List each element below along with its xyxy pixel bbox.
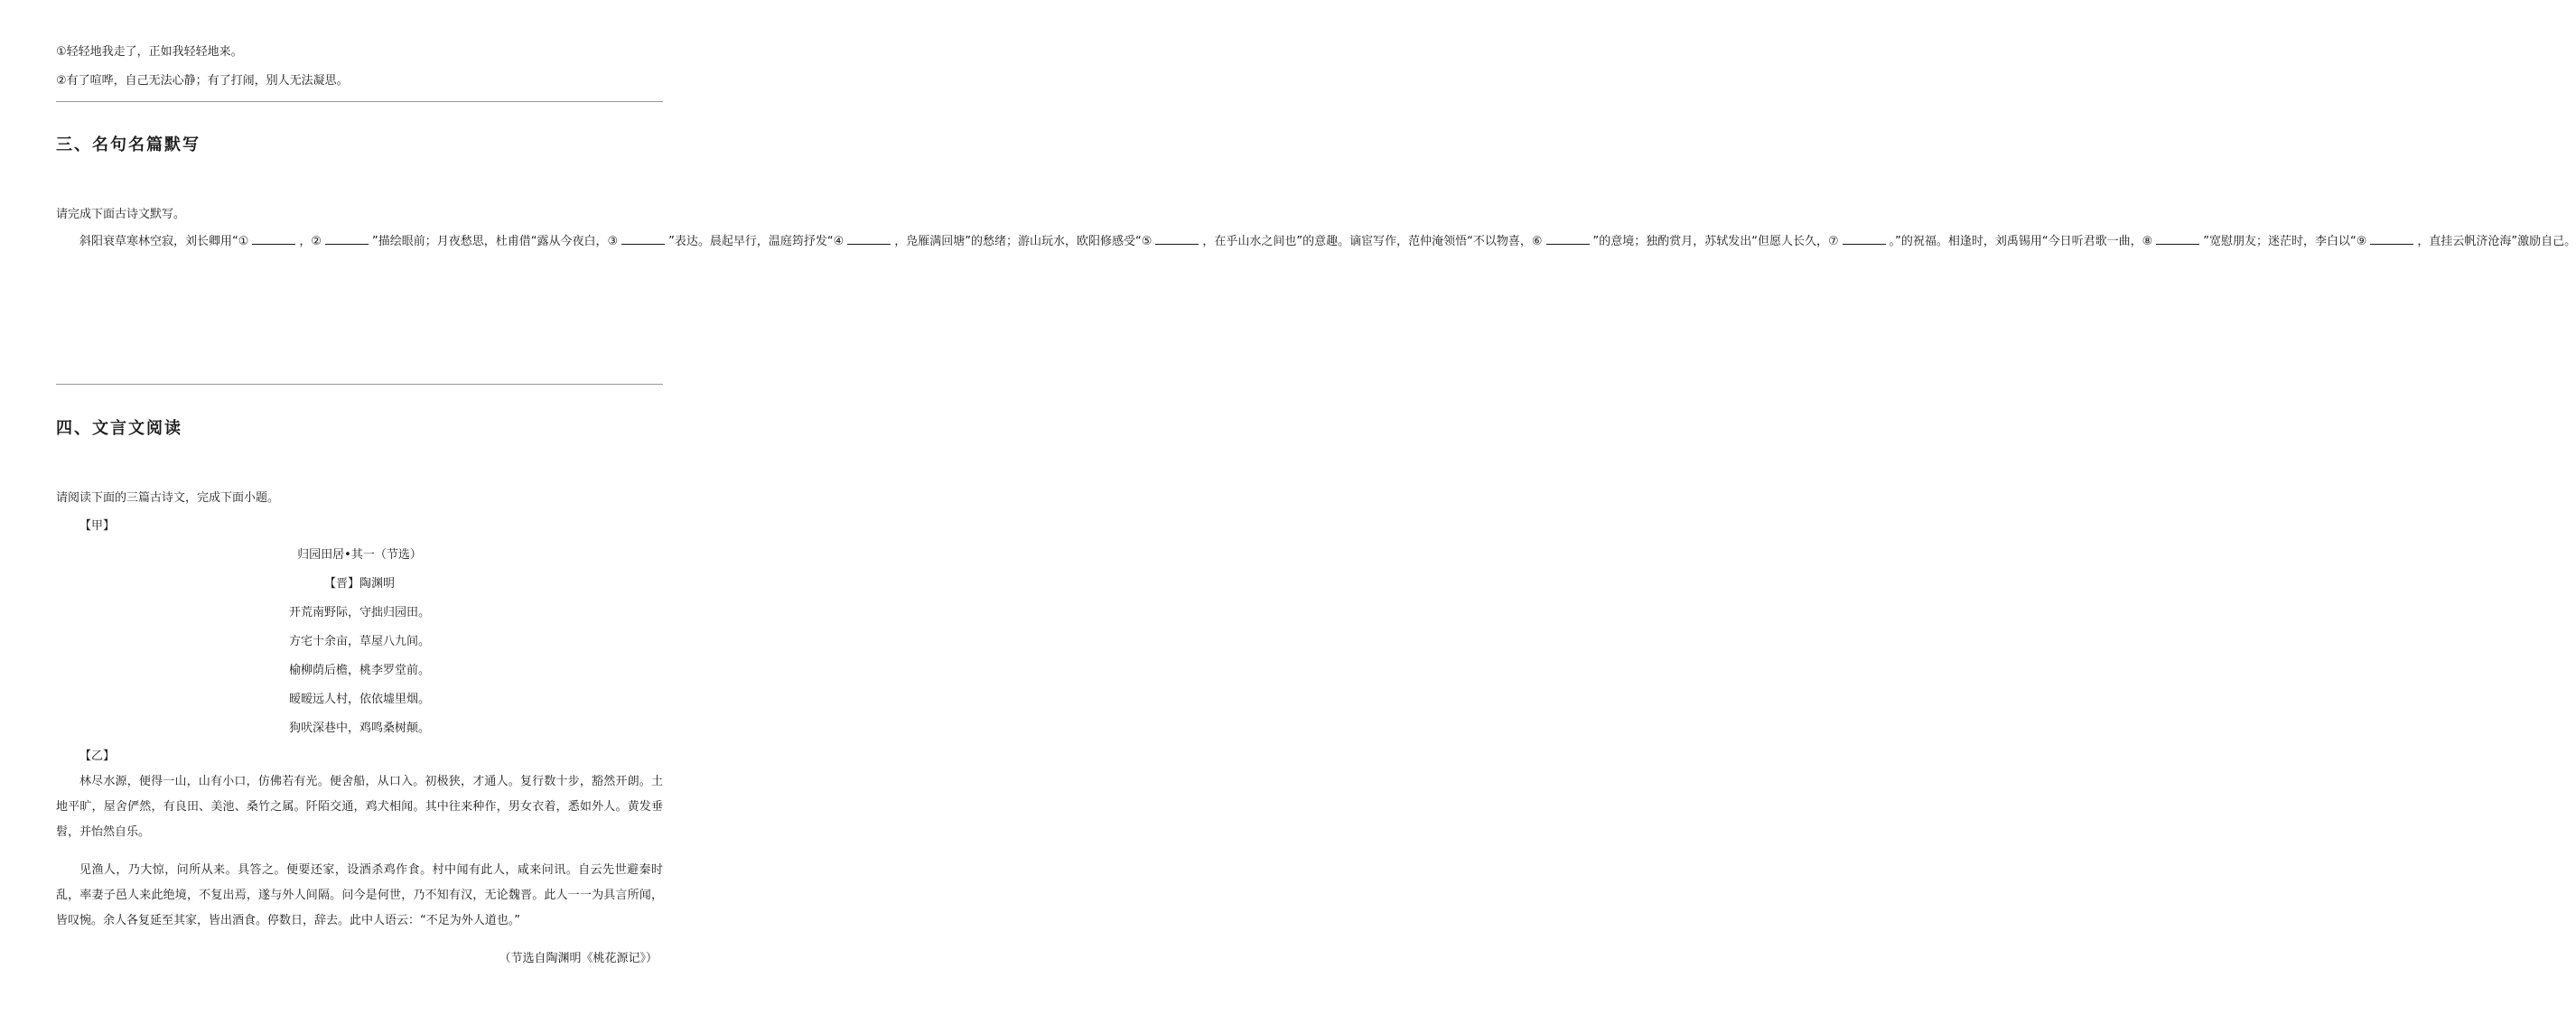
poem-title: 归园田居•其一（节选） — [297, 548, 422, 562]
dictation-text: ，凫雁满回塘”的愁绪；游山玩水，欧阳修感受“⑤ — [894, 235, 1153, 248]
dictation-text: 斜阳衰草寒林空寂，刘长卿用“① — [79, 235, 249, 248]
poem-line: 方宅十余亩，草屋八九间。 — [288, 635, 430, 648]
blank-8[interactable] — [2156, 234, 2199, 245]
section-4-instruction: 请阅读下面的三篇古诗文，完成下面小题。 — [56, 491, 280, 505]
blank-1[interactable] — [252, 234, 295, 245]
text-label-jia: 【甲】 — [79, 519, 116, 533]
source-citation: （节选自陶渊明《桃花源记》） — [499, 952, 658, 965]
blank-5[interactable] — [1155, 234, 1199, 245]
section-divider — [56, 384, 663, 385]
dictation-text: ，在乎山水之间也”的意趣。谪宦写作，范仲淹领悟“不以物喜，⑥ — [1202, 235, 1543, 248]
dictation-paragraph — [56, 229, 2576, 255]
prose-paragraph-2: 见渔人，乃大惊，问所从来。具答之。便要还家，设酒杀鸡作食。村中闻有此人，咸来问讯。自云先世避秦时乱，率妻子邑人来此绝境，不复出焉，遂与外人间隔。问今是何世，乃不知有汉，无论魏晋。此人一一为具言所闻，皆叹惋。余人各复延至其家，皆出酒食。停数日，辞去。此中人语云：“不足为外人道也。” — [56, 863, 663, 927]
blank-6[interactable] — [1546, 234, 1590, 245]
poem-line: 暧暧远人村，依依墟里烟。 — [288, 693, 430, 706]
text-label-yi: 【乙】 — [79, 750, 116, 763]
dictation-text: ”的意境；独酌赏月，苏轼发出“但愿人长久，⑦ — [1592, 235, 1839, 248]
dictation-text: 。”的祝福。相逢时，刘禹锡用“今日听君歌一曲，⑧ — [1889, 235, 2153, 248]
poem-author: 【晋】陶渊明 — [323, 577, 395, 591]
answer-line-1: ①轻轻地我走了，正如我轻轻地来。 — [56, 45, 243, 59]
blank-7[interactable] — [1843, 234, 1886, 245]
blank-3[interactable] — [621, 234, 665, 245]
blank-4[interactable] — [847, 234, 891, 245]
answer-line-2: ②有了喧哗，自己无法心静；有了打闹，别人无法凝思。 — [56, 74, 349, 88]
dictation-text: ，直挂云帆济沧海”激励自己。 — [2417, 235, 2576, 248]
section-3-instruction: 请完成下面古诗文默写。 — [56, 208, 186, 221]
poem-line: 开荒南野际，守拙归园田。 — [288, 606, 430, 619]
dictation-text: ，② — [299, 235, 322, 248]
section-divider — [56, 101, 663, 102]
dictation-text: ”表达。晨起早行，温庭筠抒发“④ — [668, 235, 845, 248]
section-4-heading: 四、文言文阅读 — [56, 419, 182, 438]
prose-paragraph-1: 林尽水源，便得一山，山有小口，仿佛若有光。便舍船，从口入。初极狭，才通人。复行数十步，豁然开朗。土地平旷，屋舍俨然，有良田、美池、桑竹之属。阡陌交通，鸡犬相闻。其中往来种作，男女衣着，悉如外人。黄发垂髫，并怡然自乐。 — [56, 775, 663, 839]
blank-9[interactable] — [2370, 234, 2413, 245]
poem-line: 榆柳荫后檐，桃李罗堂前。 — [288, 664, 430, 677]
section-3-heading: 三、名句名篇默写 — [56, 135, 201, 154]
poem-line: 狗吠深巷中，鸡鸣桑树颠。 — [288, 722, 430, 735]
dictation-text: ”宽慰朋友；迷茫时，李白以“⑨ — [2203, 235, 2367, 248]
dictation-text: ”描绘眼前；月夜愁思，杜甫借“露从今夜白，③ — [372, 235, 619, 248]
blank-2[interactable] — [325, 234, 369, 245]
